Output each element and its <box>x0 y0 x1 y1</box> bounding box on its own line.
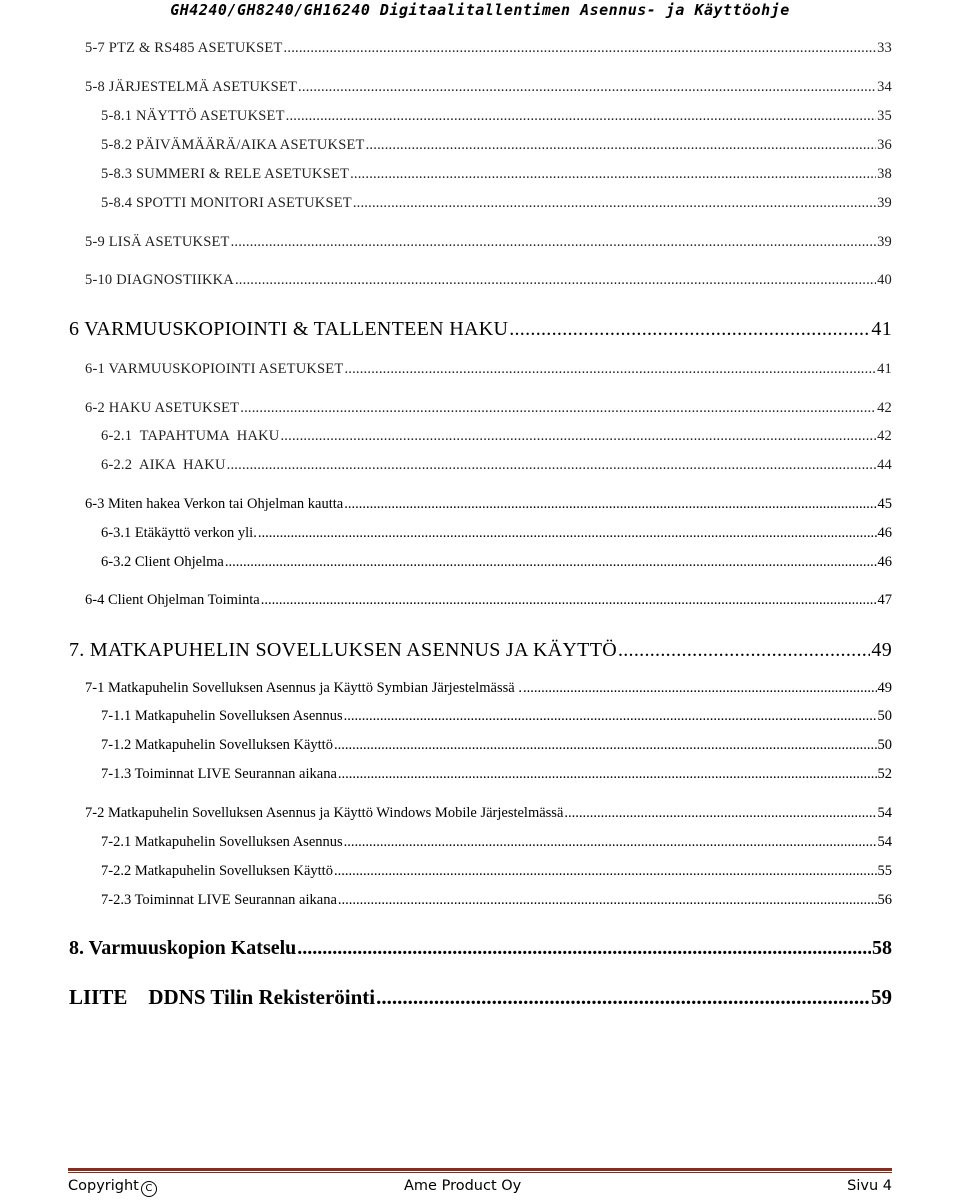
footer-page-number: Sivu 4 <box>847 1178 892 1194</box>
toc-entry-label: 5-8.2 PÄIVÄMÄÄRÄ/AIKA ASETUKSET <box>101 137 365 153</box>
toc-entry-page: 47 <box>877 592 892 608</box>
toc-entry-page: 45 <box>877 496 892 512</box>
toc-entry[interactable] <box>85 592 892 609</box>
toc-entry[interactable] <box>85 272 892 289</box>
toc-entry-page: 34 <box>877 79 892 95</box>
toc-entry-label: 6-1 VARMUUSKOPIOINTI ASETUKSET <box>85 361 344 377</box>
toc-entry-label: 5-10 DIAGNOSTIIKKA <box>85 272 234 288</box>
toc-entry-label: 6-2 HAKU ASETUKSET <box>85 400 240 416</box>
toc-entry-label: 7. MATKAPUHELIN SOVELLUKSEN ASENNUS JA KÄYTTÖ <box>69 639 617 661</box>
toc-entry[interactable] <box>101 457 892 474</box>
toc-entry-page: 49 <box>877 680 892 696</box>
toc-entry-label: LIITE DDNS Tilin Rekisteröinti <box>69 985 376 1009</box>
toc-leader <box>225 554 877 571</box>
toc-leader <box>231 234 877 251</box>
toc-entry-page: 41 <box>871 318 892 340</box>
toc-entry[interactable] <box>85 234 892 251</box>
toc-heading[interactable] <box>69 318 892 341</box>
toc-leader <box>298 79 876 96</box>
toc-entry-label: 5-8.4 SPOTTI MONITORI ASETUKSET <box>101 195 352 211</box>
toc-entry-page: 33 <box>877 40 892 56</box>
toc-entry-label: 5-8 JÄRJESTELMÄ ASETUKSET <box>85 79 298 95</box>
toc-entry-page: 50 <box>877 737 892 753</box>
toc-entry-page: 39 <box>877 195 892 211</box>
toc-leader <box>350 166 876 183</box>
toc-leader <box>523 680 877 697</box>
toc-entry-label: 6-3 Miten hakea Verkon tai Ohjelman kautta <box>85 496 344 512</box>
footer-copyright-text: Copyright <box>68 1178 139 1194</box>
toc-entry-label: 6-4 Client Ohjelman Toiminta <box>85 592 260 608</box>
toc-leader <box>344 361 876 378</box>
toc-entry-label: 7-1.3 Toiminnat LIVE Seurannan aikana <box>101 766 337 782</box>
toc-entry-page: 41 <box>877 361 892 377</box>
toc-entry-page: 38 <box>877 166 892 182</box>
toc-leader <box>344 708 877 725</box>
toc-entry-page: 42 <box>877 428 892 444</box>
toc-entry-label: 7-1.2 Matkapuhelin Sovelluksen Käyttö <box>101 737 333 753</box>
toc-leader <box>240 400 876 417</box>
toc-entry[interactable] <box>101 166 892 183</box>
toc-leader <box>338 892 877 909</box>
toc-entry-page: 36 <box>877 137 892 153</box>
toc-entry-label: 5-8.3 SUMMERI & RELE ASETUKSET <box>101 166 350 182</box>
toc-entry-page: 40 <box>877 272 892 288</box>
toc-entry-label: 6-2.1 TAPAHTUMA HAKU <box>101 428 280 444</box>
toc-leader <box>564 805 876 822</box>
toc-leader <box>334 737 877 754</box>
toc-entry-page: 46 <box>877 554 892 570</box>
toc-entry-label: 7-2.3 Toiminnat LIVE Seurannan aikana <box>101 892 337 908</box>
toc-leader <box>280 428 876 445</box>
toc-entry-label: 5-9 LISÄ ASETUKSET <box>85 234 230 250</box>
toc-leader <box>344 496 876 513</box>
toc-entry[interactable] <box>101 766 892 783</box>
document-footer <box>68 1178 892 1200</box>
toc-entry-label: 5-7 PTZ & RS485 ASETUKSET <box>85 40 283 56</box>
toc-entry-page: 54 <box>877 805 892 821</box>
toc-entry[interactable] <box>85 805 892 822</box>
toc-entry[interactable] <box>101 737 892 754</box>
toc-entry[interactable] <box>101 108 892 125</box>
toc-entry-label: 7-1 Matkapuhelin Sovelluksen Asennus ja Käyttö Symbian Järjestelmässä . <box>85 680 522 696</box>
toc-entry-page: 42 <box>877 400 892 416</box>
toc-entry[interactable] <box>101 137 892 154</box>
toc-entry[interactable] <box>101 428 892 445</box>
toc-leader <box>286 108 876 125</box>
toc-leader <box>227 457 876 474</box>
toc-entry-page: 55 <box>877 863 892 879</box>
toc-entry-label: 8. Varmuuskopion Katselu <box>69 937 297 959</box>
toc-leader <box>509 318 870 341</box>
toc-entry[interactable] <box>101 892 892 909</box>
toc-entry[interactable] <box>101 554 892 571</box>
toc-entry-label: 7-2 Matkapuhelin Sovelluksen Asennus ja Käyttö Windows Mobile Järjestelmässä <box>85 805 564 821</box>
toc-entry-label: 7-2.2 Matkapuhelin Sovelluksen Käyttö <box>101 863 333 879</box>
toc-entry[interactable] <box>101 195 892 212</box>
document-header: GH4240/GH8240/GH16240 Digitaalitallentimen Asennus- ja Käyttöohje <box>170 1 790 19</box>
toc-entry-page: 46 <box>877 525 892 541</box>
footer-divider <box>68 1168 892 1171</box>
toc-leader <box>235 272 876 289</box>
toc-heading[interactable] <box>69 937 892 960</box>
toc-entry[interactable] <box>85 40 892 57</box>
toc-leader <box>258 525 877 542</box>
toc-leader <box>376 985 870 1010</box>
toc-leader <box>344 834 877 851</box>
toc-entry[interactable] <box>85 400 892 417</box>
toc-entry[interactable] <box>101 708 892 725</box>
toc-entry[interactable] <box>101 863 892 880</box>
toc-entry[interactable] <box>85 361 892 378</box>
toc-leader <box>297 937 871 960</box>
toc-entry-page: 44 <box>877 457 892 473</box>
footer-divider-thin <box>68 1172 892 1173</box>
toc-entry-label: 6-2.2 AIKA HAKU <box>101 457 226 473</box>
toc-leader <box>334 863 877 880</box>
toc-heading[interactable] <box>69 985 892 1010</box>
toc-leader <box>338 766 877 783</box>
toc-entry-page: 58 <box>872 937 892 959</box>
toc-entry-page: 54 <box>877 834 892 850</box>
copyright-icon: C <box>141 1181 157 1197</box>
toc-entry[interactable] <box>85 496 892 513</box>
toc-entry-label: 6-3.2 Client Ohjelma <box>101 554 224 570</box>
toc-entry-page: 49 <box>871 639 892 661</box>
toc-leader <box>366 137 877 154</box>
toc-entry-label: 7-2.1 Matkapuhelin Sovelluksen Asennus <box>101 834 343 850</box>
toc-entry[interactable] <box>85 680 892 697</box>
toc-entry-page: 35 <box>877 108 892 124</box>
toc-heading[interactable] <box>69 639 892 662</box>
toc-entry-page: 56 <box>877 892 892 908</box>
toc-entry[interactable] <box>85 79 892 96</box>
toc-leader <box>618 639 870 662</box>
toc-entry-label: 5-8.1 NÄYTTÖ ASETUKSET <box>101 108 285 124</box>
toc-entry-page: 39 <box>877 234 892 250</box>
toc-entry-label: 7-1.1 Matkapuhelin Sovelluksen Asennus <box>101 708 343 724</box>
toc-leader <box>284 40 877 57</box>
toc-entry-label: 6-3.1 Etäkäyttö verkon yli. <box>101 525 257 541</box>
footer-company: Ame Product Oy <box>404 1178 522 1194</box>
toc-entry-page: 59 <box>871 985 892 1009</box>
footer-copyright <box>68 1178 157 1197</box>
toc-leader <box>261 592 877 609</box>
toc-entry-page: 50 <box>877 708 892 724</box>
toc-entry-label: 6 VARMUUSKOPIOINTI & TALLENTEEN HAKU <box>69 318 509 340</box>
toc-leader <box>353 195 876 212</box>
toc-entry-page: 52 <box>877 766 892 782</box>
toc-entry[interactable] <box>101 525 892 542</box>
toc-entry[interactable] <box>101 834 892 851</box>
